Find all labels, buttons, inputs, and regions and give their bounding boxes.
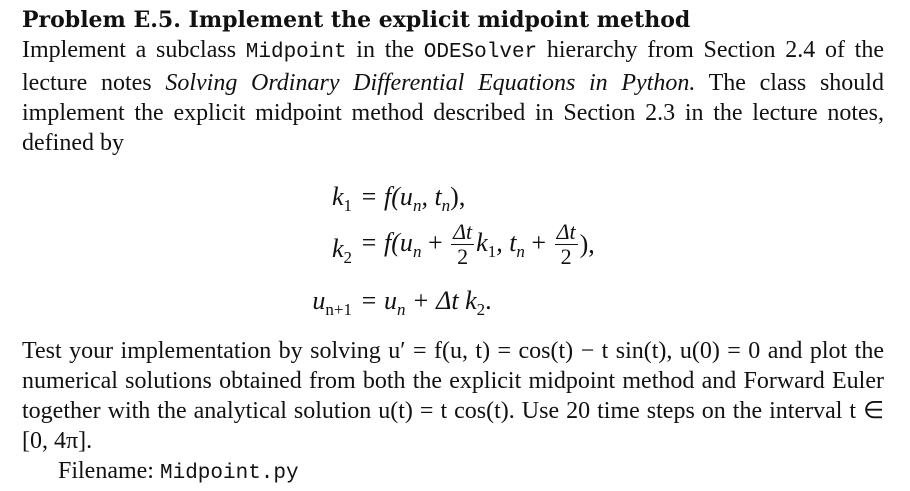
fraction-dt-over-2-second: $\frac{\Delta t}{2}$ <box>556 219 576 269</box>
intro-text-1: Implement a subclass <box>22 37 246 63</box>
filename-line <box>58 456 299 489</box>
eq-u-rhs: = $u_n + \Delta t$ $k_2$. <box>360 286 492 319</box>
fraction-dt-over-2-first: $\frac{\Delta t}{2}$ <box>453 219 473 269</box>
hierarchy-name-code: ODESolver <box>423 41 538 64</box>
equation-block <box>22 182 884 317</box>
intro-text-3: hierarchy from Section 2.4 of the lecture notes <box>22 37 885 96</box>
problem-section <box>22 6 885 485</box>
eq-k1-rhs: = $f(u_n$, $t_n$), <box>360 182 466 215</box>
filename-value: Midpoint.py <box>159 462 299 485</box>
eq-u-lhs: $u_{n+1}$ <box>312 286 352 319</box>
intro-text-2: in the <box>346 37 424 63</box>
filename-label: Filename: <box>58 458 160 484</box>
eq-k2-lhs: $k_2$ <box>331 234 352 267</box>
eq-k1-lhs: $k_1$ <box>331 182 352 215</box>
class-name-code: Midpoint <box>245 41 347 64</box>
problem-intro <box>22 35 884 158</box>
book-title: Solving Ordinary Differential Equations in Python. <box>165 70 696 96</box>
eq-k2-rhs: = $f(u_n$ + $\frac{\Delta t}{2}$ $k_1$, $t_n$ + $\frac{\Delta t}{2}$ ), <box>360 219 595 269</box>
test-instructions: Test your implementation by solving u′ = f(u, t) = cos(t) − t sin(t), u(0) = 0 and plot the numerical solutions obtained from both the explicit midpoint method and Forward Euler together with the analytical solution u(t) = t cos(t). Use 20 time steps on the interval t ∈ [0, 4π]. <box>22 338 884 454</box>
problem-title: Problem E.5. Implement the explicit midpoint method <box>22 7 691 33</box>
intro-text-4: The class should implement the explicit midpoint method described in Section 2.3 in the lecture notes, defined by <box>22 70 884 156</box>
